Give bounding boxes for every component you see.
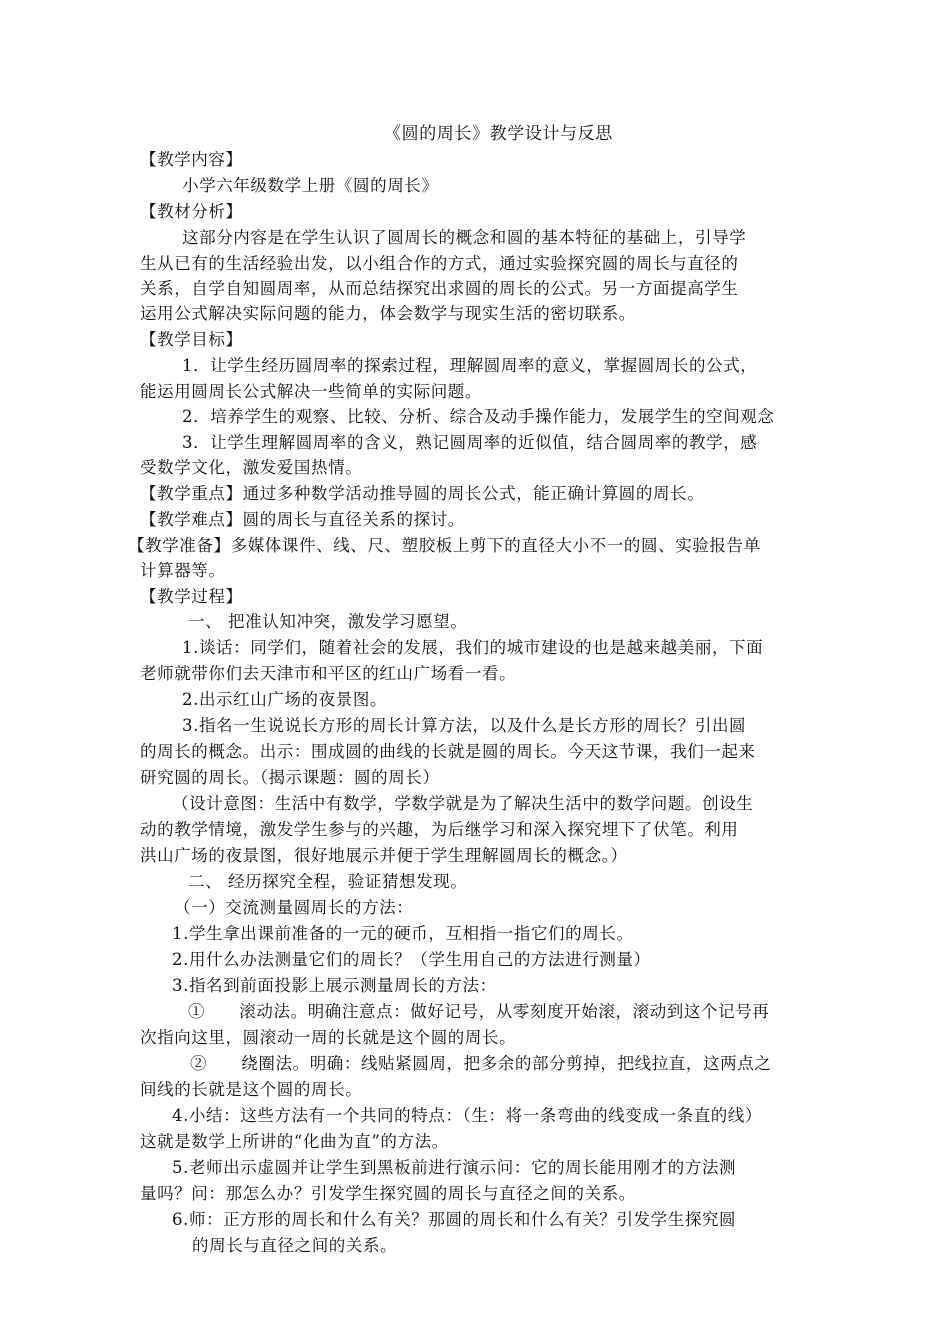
paragraph-line: 1.学生拿出课前准备的一元的硬币，互相指一指它们的周长。 <box>172 924 634 943</box>
paragraph-line: 2．培养学生的观察、比较、分析、综合及动手操作能力，发展学生的空间观念 <box>182 407 775 426</box>
section-heading-key-points: 【教学重点】通过多种数学活动推导圆的周长公式，能正确计算圆的周长。 <box>140 484 705 503</box>
paragraph-line: ② 绕圈法。明确：线贴紧圆周，把多余的部分剪掉，把线拉直，这两点之 <box>190 1054 772 1073</box>
paragraph-line: 的周长的概念。出示：围成圆的曲线的长就是圆的周长。今天这节课，我们一起来 <box>140 742 756 761</box>
section-heading-analysis: 【教材分析】 <box>140 202 243 221</box>
paragraph-line: 计算器等。 <box>140 561 226 580</box>
paragraph-line: 研究圆的周长。（揭示课题：圆的周长） <box>140 768 440 787</box>
paragraph-line: 1．让学生经历圆周率的探索过程，理解圆周率的意义，掌握圆周长的公式， <box>182 356 758 375</box>
paragraph-line: 能运用圆周长公式解决一些简单的实际问题。 <box>140 382 482 401</box>
paragraph-line: 的周长与直径之间的关系。 <box>192 1236 398 1255</box>
section-heading-goals: 【教学目标】 <box>140 330 243 349</box>
paragraph-line: 运用公式解决实际问题的能力，体会数学与现实生活的密切联系。 <box>140 304 636 323</box>
section-heading-process: 【教学过程】 <box>140 587 243 606</box>
paragraph-line: ① 滚动法。明确注意点：做好记号，从零刻度开始滚，滚动到这个记号再 <box>188 1002 770 1021</box>
paragraph-line: （一）交流测量圆周长的方法： <box>174 898 414 917</box>
paragraph-line: 受数学文化，激发爱国热情。 <box>140 458 363 477</box>
step-heading: 一、 把准认知冲突，激发学习愿望。 <box>188 612 468 631</box>
paragraph-line: 量吗？问：那怎么办？引发学生探究圆的周长与直径之间的关系。 <box>140 1184 636 1203</box>
paragraph-line: 生从已有的生活经验出发，以小组合作的方式，通过实验探究圆的周长与直径的 <box>140 254 739 273</box>
step-heading: 二、 经历探究全程，验证猜想发现。 <box>188 872 468 891</box>
paragraph-line: 小学六年级数学上册《圆的周长》 <box>182 176 439 195</box>
paragraph-line: 5.老师出示虚圆并让学生到黑板前进行演示问：它的周长能用刚才的方法测 <box>172 1158 737 1177</box>
paragraph-line: 老师就带你们去天津市和平区的红山广场看一看。 <box>140 664 517 683</box>
paragraph-line: （设计意图：生活中有数学，学数学就是为了解决生活中的数学问题。创设生 <box>172 794 754 813</box>
paragraph-line: 这部分内容是在学生认识了圆周长的概念和圆的基本特征的基础上，引导学 <box>182 228 747 247</box>
paragraph-line: 动的教学情境，激发学生参与的兴趣，为后继学习和深入探究埋下了伏笔。利用 <box>140 820 739 839</box>
paragraph-line: 次指向这里，圆滚动一周的长就是这个圆的周长。 <box>140 1028 517 1047</box>
document-title: 《圆的周长》教学设计与反思 <box>384 124 613 144</box>
paragraph-line: 3．让学生理解圆周率的含义，熟记圆周率的近似值，结合圆周率的教学，感 <box>182 433 758 452</box>
paragraph-line: 间线的长就是这个圆的周长。 <box>140 1080 363 1099</box>
paragraph-line: 4.小结：这些方法有一个共同的特点：（生：将一条弯曲的线变成一条直的线） <box>172 1106 763 1125</box>
section-heading-preparation: 【教学准备】多媒体课件、线、尺、塑胶板上剪下的直径大小不一的圆、实验报告单 <box>128 536 761 555</box>
paragraph-line: 1.谈话：同学们，随着社会的发展，我们的城市建设的也是越来越美丽，下面 <box>182 638 764 657</box>
paragraph-line: 关系，自学自知圆周率，从而总结探究出求圆的周长的公式。另一方面提高学生 <box>140 279 739 298</box>
paragraph-line: 6.师：正方形的周长和什么有关？那圆的周长和什么有关？引发学生探究圆 <box>172 1210 737 1229</box>
section-heading-content: 【教学内容】 <box>140 150 243 169</box>
paragraph-line: 洪山广场的夜景图，很好地展示并便于学生理解圆周长的概念。） <box>140 846 628 865</box>
paragraph-line: 3.指名一生说说长方形的周长计算方法，以及什么是长方形的周长？引出圆 <box>182 716 747 735</box>
paragraph-line: 3.指名到前面投影上展示测量周长的方法： <box>172 976 497 995</box>
section-heading-difficulty: 【教学难点】圆的周长与直径关系的探讨。 <box>140 510 465 529</box>
paragraph-line: 这就是数学上所讲的“化曲为直”的方法。 <box>140 1132 449 1151</box>
paragraph-line: 2.出示红山广场的夜景图。 <box>182 690 388 709</box>
paragraph-line: 2.用什么办法测量它们的周长？（学生用自己的方法进行测量） <box>172 950 651 969</box>
